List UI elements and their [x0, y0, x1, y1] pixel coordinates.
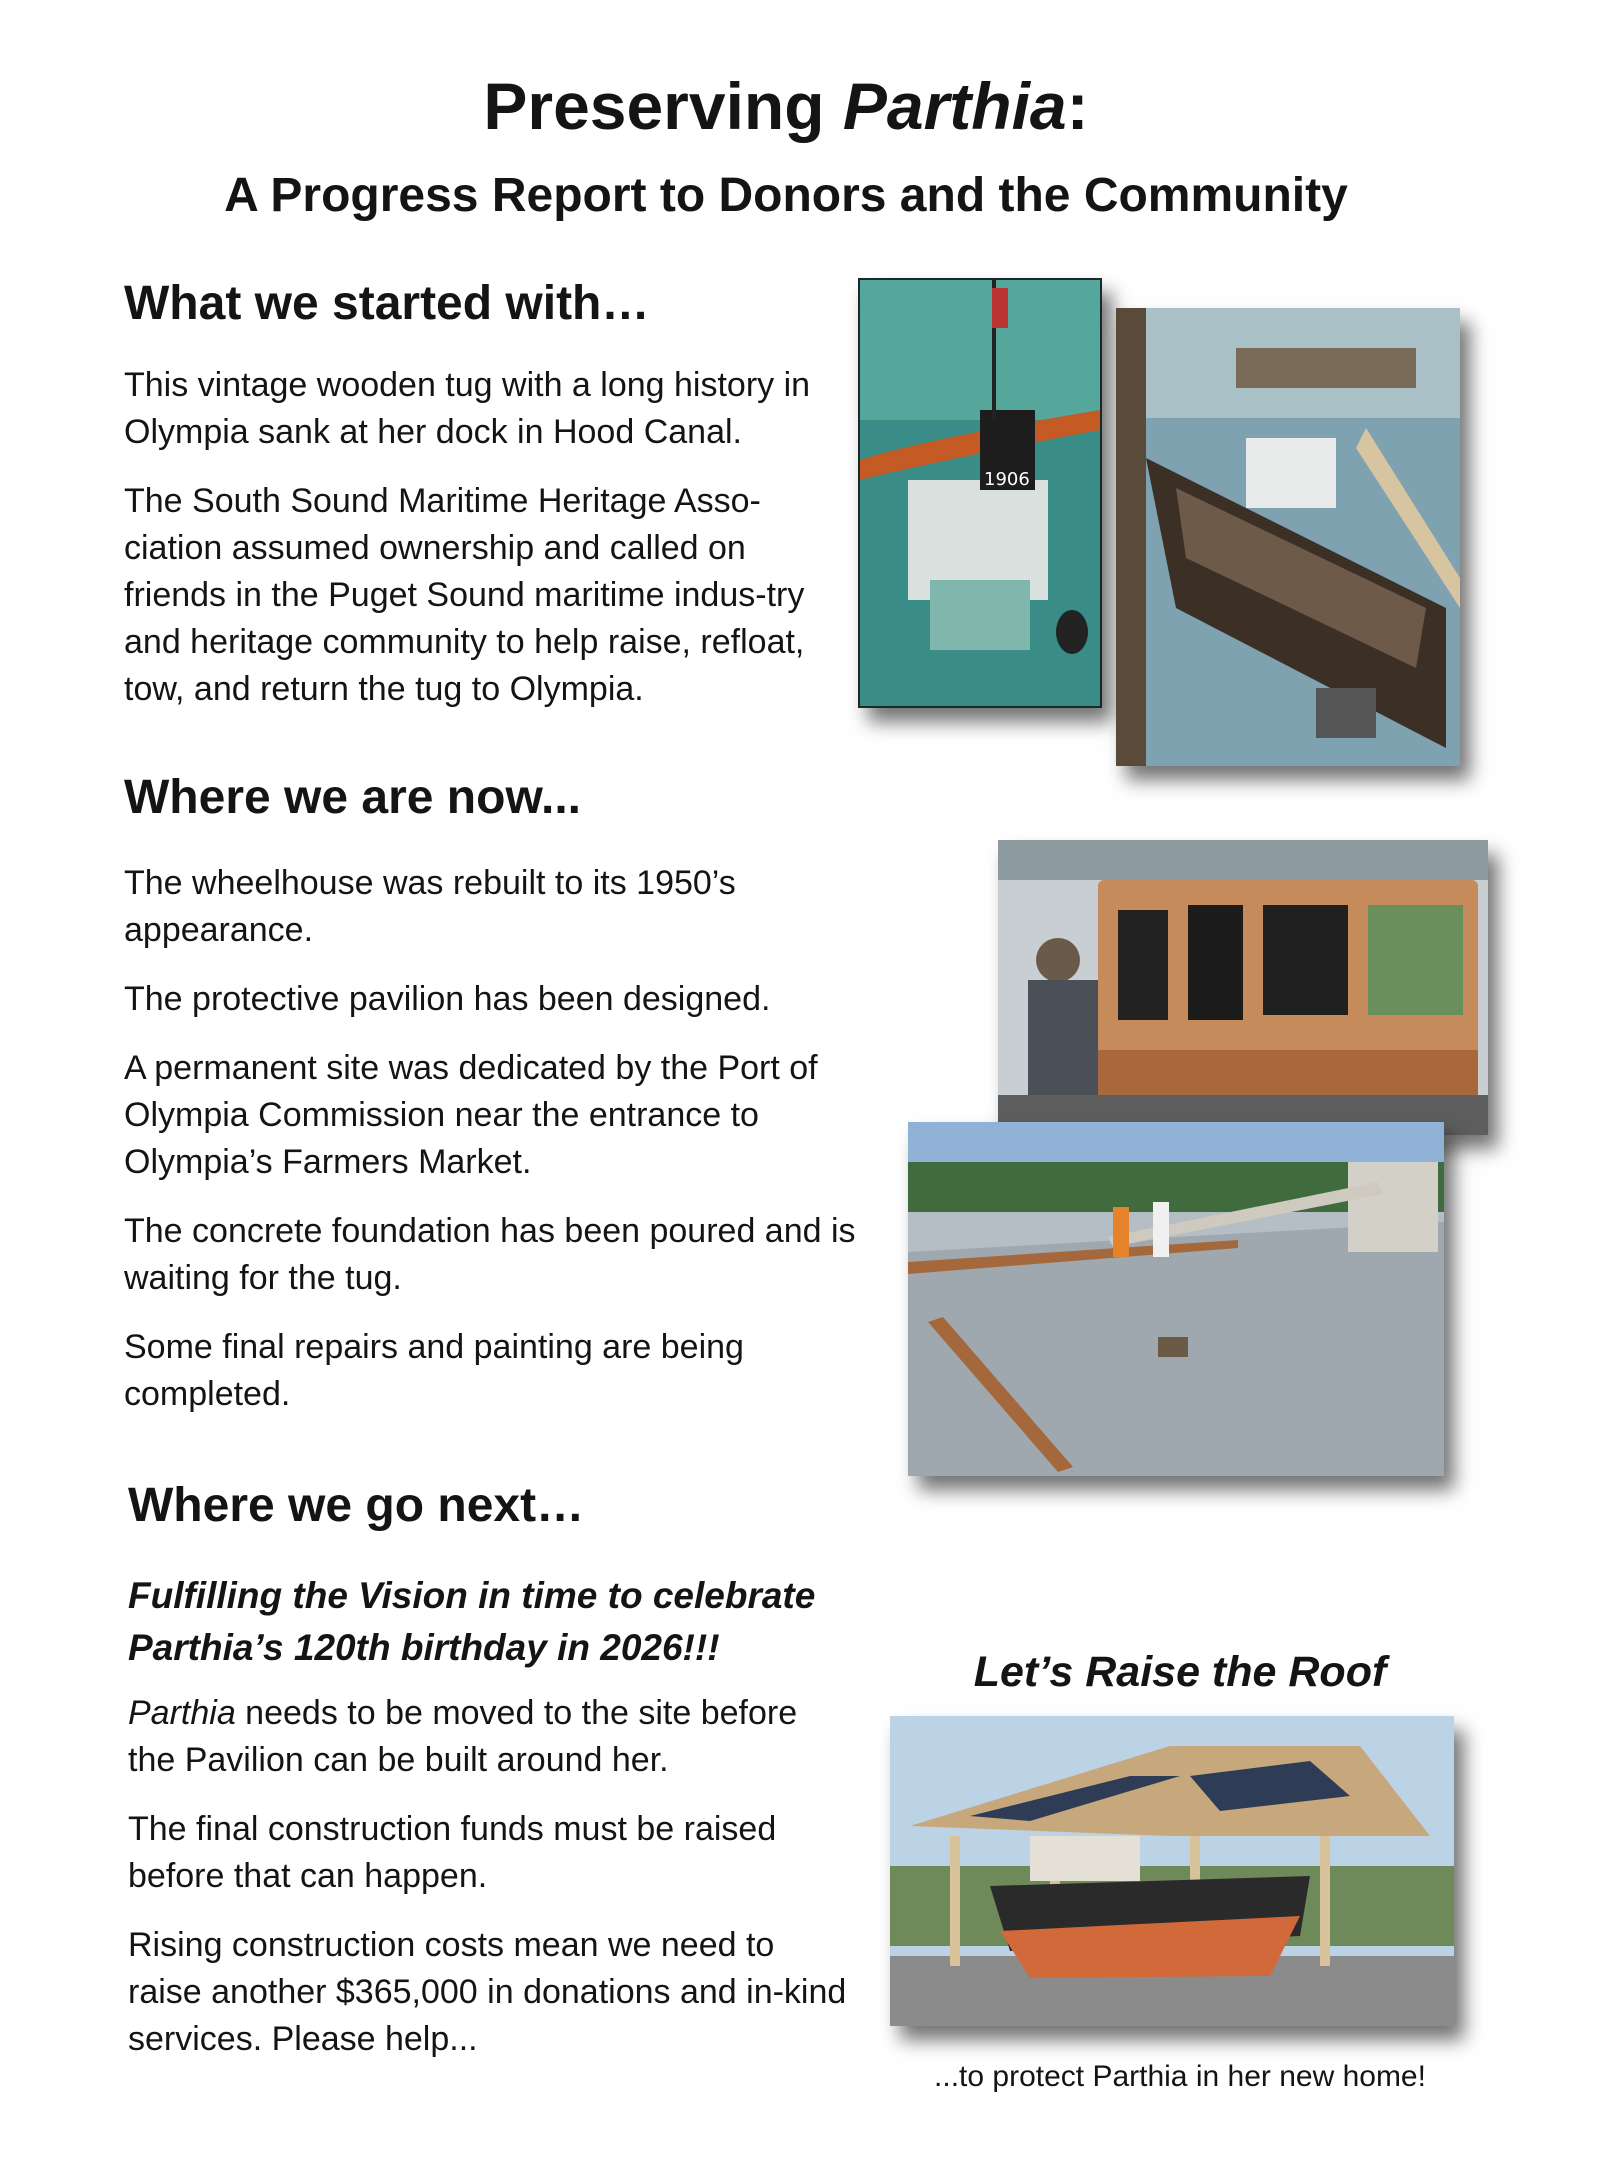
section-now-body: [124, 860, 884, 1440]
section-heading-started: What we started with…: [124, 277, 650, 330]
now-paragraph-1: The wheelhouse was rebuilt to its 1950’s appearance.: [124, 864, 736, 949]
photo-pavilion-rendering: [890, 1716, 1454, 2026]
next-paragraph-2: The final construction funds must be raised before that can happen.: [128, 1810, 777, 1895]
next-paragraph-1-text: needs to be moved to the site before the Pavilion can be built around her.: [128, 1694, 798, 1779]
next-boat-name: Parthia: [128, 1694, 236, 1732]
now-paragraph-5: Some final repairs and painting are being completed.: [124, 1328, 744, 1413]
vision-statement: Fulfilling the Vision in time to celebrate Parthia’s 120th birthday in 2026!!!: [128, 1575, 816, 1668]
now-paragraph-2: The protective pavilion has been designed.: [124, 980, 771, 1018]
pavilion-caption: ...to protect Parthia in her new home!: [934, 2060, 1426, 2093]
photo-tug-being-raised: [1116, 308, 1460, 766]
raise-roof-heading: Let’s Raise the Roof: [973, 1648, 1387, 1696]
photo-wheelhouse-rebuild: [998, 840, 1488, 1135]
started-paragraph-1: This vintage wooden tug with a long history in Olympia sank at her dock in Hood Canal.: [124, 366, 811, 451]
next-paragraph-3: Rising construction costs mean we need to raise another $365,000 in donations and in-kind services. Please help...: [128, 1926, 847, 2058]
section-heading-now: Where we are now...: [124, 771, 582, 824]
section-next-body: [128, 1690, 848, 2085]
page-title: [0, 70, 1572, 143]
title-prefix: Preserving: [483, 69, 843, 143]
now-paragraph-3: A permanent site was dedicated by the Port of Olympia Commission near the entrance to Olympia’s Farmers Market.: [124, 1049, 818, 1181]
title-suffix: :: [1066, 69, 1089, 143]
photo-sunken-tug-overhead: [858, 278, 1102, 708]
page-subtitle: A Progress Report to Donors and the Community: [224, 169, 1348, 222]
section-started-body: [124, 362, 834, 735]
title-boat-name: Parthia: [842, 69, 1067, 143]
sunk-boat-number: 1906: [984, 469, 1030, 490]
started-paragraph-2: The South Sound Maritime Heritage Asso-ciation assumed ownership and called on friends in the Puget Sound maritime indus-try and heritage community to help raise, refloat, tow, and return the tug to Olympia.: [124, 482, 805, 708]
section-heading-next: Where we go next…: [128, 1479, 585, 1532]
next-paragraph-1: [128, 1690, 848, 1784]
photo-concrete-foundation: [908, 1122, 1444, 1476]
now-paragraph-4: The concrete foundation has been poured and is waiting for the tug.: [124, 1212, 856, 1297]
